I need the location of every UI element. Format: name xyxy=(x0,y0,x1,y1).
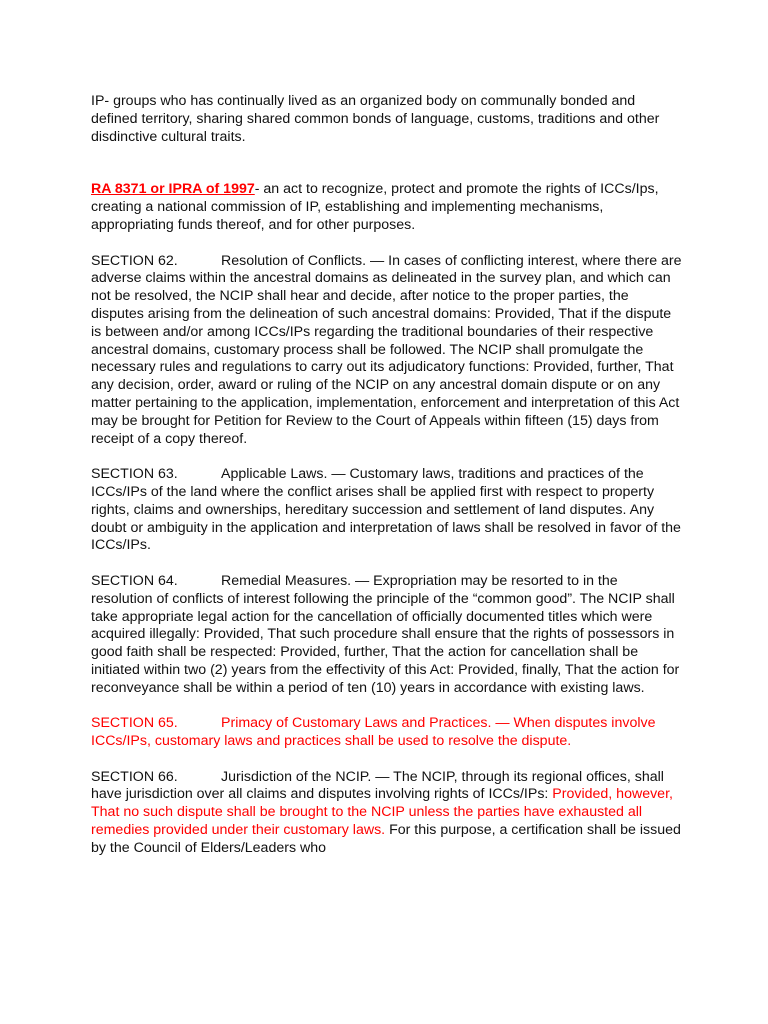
section-64 xyxy=(91,573,683,698)
section-63-number: SECTION 63. xyxy=(91,466,178,483)
ra-heading: RA 8371 or IPRA of 1997 xyxy=(91,181,255,198)
section-66-text: Jurisdiction of the NCIP. — The NCIP, through its regional offices, shall have jurisdiction over all claims and disputes involving rights of ICCs/IPs: xyxy=(91,768,664,803)
section-66-highlight: Provided, however, That no such dispute shall be brought to the NCIP unless the parties have exhausted all remedies provided under their customary laws. xyxy=(91,786,673,839)
intro-paragraph: IP- groups who has continually lived as an organized body on communally bonded and defined territory, sharing shared common bonds of language, customs, traditions and other disdinctive cultural traits. xyxy=(91,93,660,145)
section-65 xyxy=(91,715,683,751)
ra-description: - an act to recognize, protect and promote the rights of ICCs/Ips, creating a national commission of IP, establishing and implementing mechanisms, appropriating funds thereof, and for other purposes. xyxy=(91,181,659,233)
section-65-text: Primacy of Customary Laws and Practices. — When disputes involve ICCs/IPs, customary laws and practices shall be used to resolve the dispute. xyxy=(91,715,656,750)
section-65-number: SECTION 65. xyxy=(91,715,178,732)
section-66 xyxy=(91,769,683,858)
section-66-number: SECTION 66. xyxy=(91,768,178,785)
document-page xyxy=(91,93,683,875)
section-66-text-continued: For this purpose, a certification shall be issued by the Council of Elders/Leaders who xyxy=(91,822,681,856)
section-63 xyxy=(91,466,683,555)
section-63-text: Applicable Laws. — Customary laws, traditions and practices of the ICCs/IPs of the land where the conflict arises shall be applied first with respect to property rights, claims and ownerships, hereditary succession and settlement of land disputes. Any doubt or ambiguity in the application and interpretation of laws shall be resolved in favor of the ICCs/IPs. xyxy=(91,466,681,554)
section-64-text: Remedial Measures. — Expropriation may be resorted to in the resolution of conflicts of interest following the principle of the “common good”. The NCIP shall take appropriate legal action for the cancellation of officially documented titles which were acquired illegally: Provided, That such procedure shall ensure that the rights of possessors in good faith shall be respected: Provided, further, That the action for cancellation shall be initiated within two (2) years from the effectivity of this Act: Provided, finally, That the action for reconveyance shall be within a period of ten (10) years in accordance with existing laws. xyxy=(91,572,680,696)
section-62 xyxy=(91,253,683,449)
section-62-text: Resolution of Conflicts. — In cases of conflicting interest, where there are adverse claims within the ancestral domains as delineated in the survey plan, and which can not be resolved, the NCIP shall hear and decide, after notice to the proper parties, the disputes arising from the delineation of such ancestral domains: Provided, That if the dispute is between and/or among ICCs/IPs regarding the traditional boundaries of their respective ancestral domains, customary process shall be followed. The NCIP shall promulgate the necessary rules and regulations to carry out its adjudicatory functions: Provided, further, That any decision, order, award or ruling of the NCIP on any ancestral domain dispute or on any matter pertaining to the application, implementation, enforcement and interpretation of this Act may be brought for Petition for Review to the Court of Appeals within fifteen (15) days from receipt of a copy thereof. xyxy=(91,252,682,447)
section-64-number: SECTION 64. xyxy=(91,572,178,589)
ra-8371-paragraph xyxy=(91,181,683,234)
section-62-number: SECTION 62. xyxy=(91,252,178,269)
